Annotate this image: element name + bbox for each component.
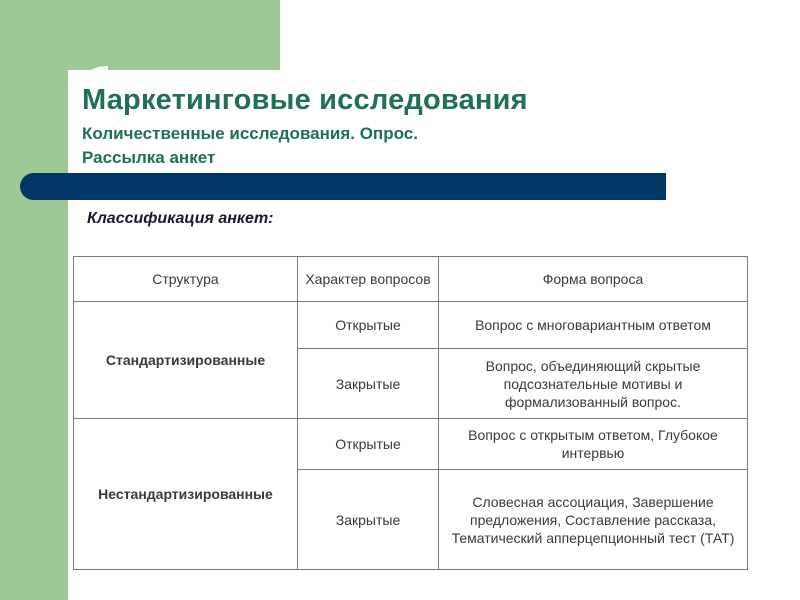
question-type-cell: Закрытые [298,349,439,419]
title-divider-bar [20,173,666,200]
table-header-row [74,257,748,302]
question-type-cell: Закрытые [298,470,439,570]
structure-standardized: Стандартизированные [74,302,298,419]
header-question-type: Характер вопросов [298,257,439,302]
classification-table [73,256,748,570]
decorative-frame-left [0,0,68,600]
header-structure: Структура [74,257,298,302]
slide-subtitle [82,122,418,170]
subtitle-line-1: Количественные исследования. Опрос. [82,124,418,143]
structure-nonstandardized: Нестандартизированные [74,419,298,570]
question-form-cell: Вопрос с многовариантным ответом [439,302,748,349]
question-form-cell: Вопрос с открытым ответом, Глубокое интервью [439,419,748,470]
section-heading: Классификация анкет: [87,210,274,227]
table-row [74,302,748,349]
table-row [74,419,748,470]
question-type-cell: Открытые [298,302,439,349]
question-type-cell: Открытые [298,419,439,470]
question-form-cell: Вопрос, объединяющий скрытые подсознательные мотивы и формализованный вопрос. [439,349,748,419]
question-form-cell: Словесная ассоциация, Завершение предложения, Составление рассказа, Тематический апперцепционный тест (ТАТ) [439,470,748,570]
header-question-form: Форма вопроса [439,257,748,302]
slide-title: Маркетинговые исследования [82,84,528,116]
subtitle-line-2: Рассылка анкет [82,148,216,167]
